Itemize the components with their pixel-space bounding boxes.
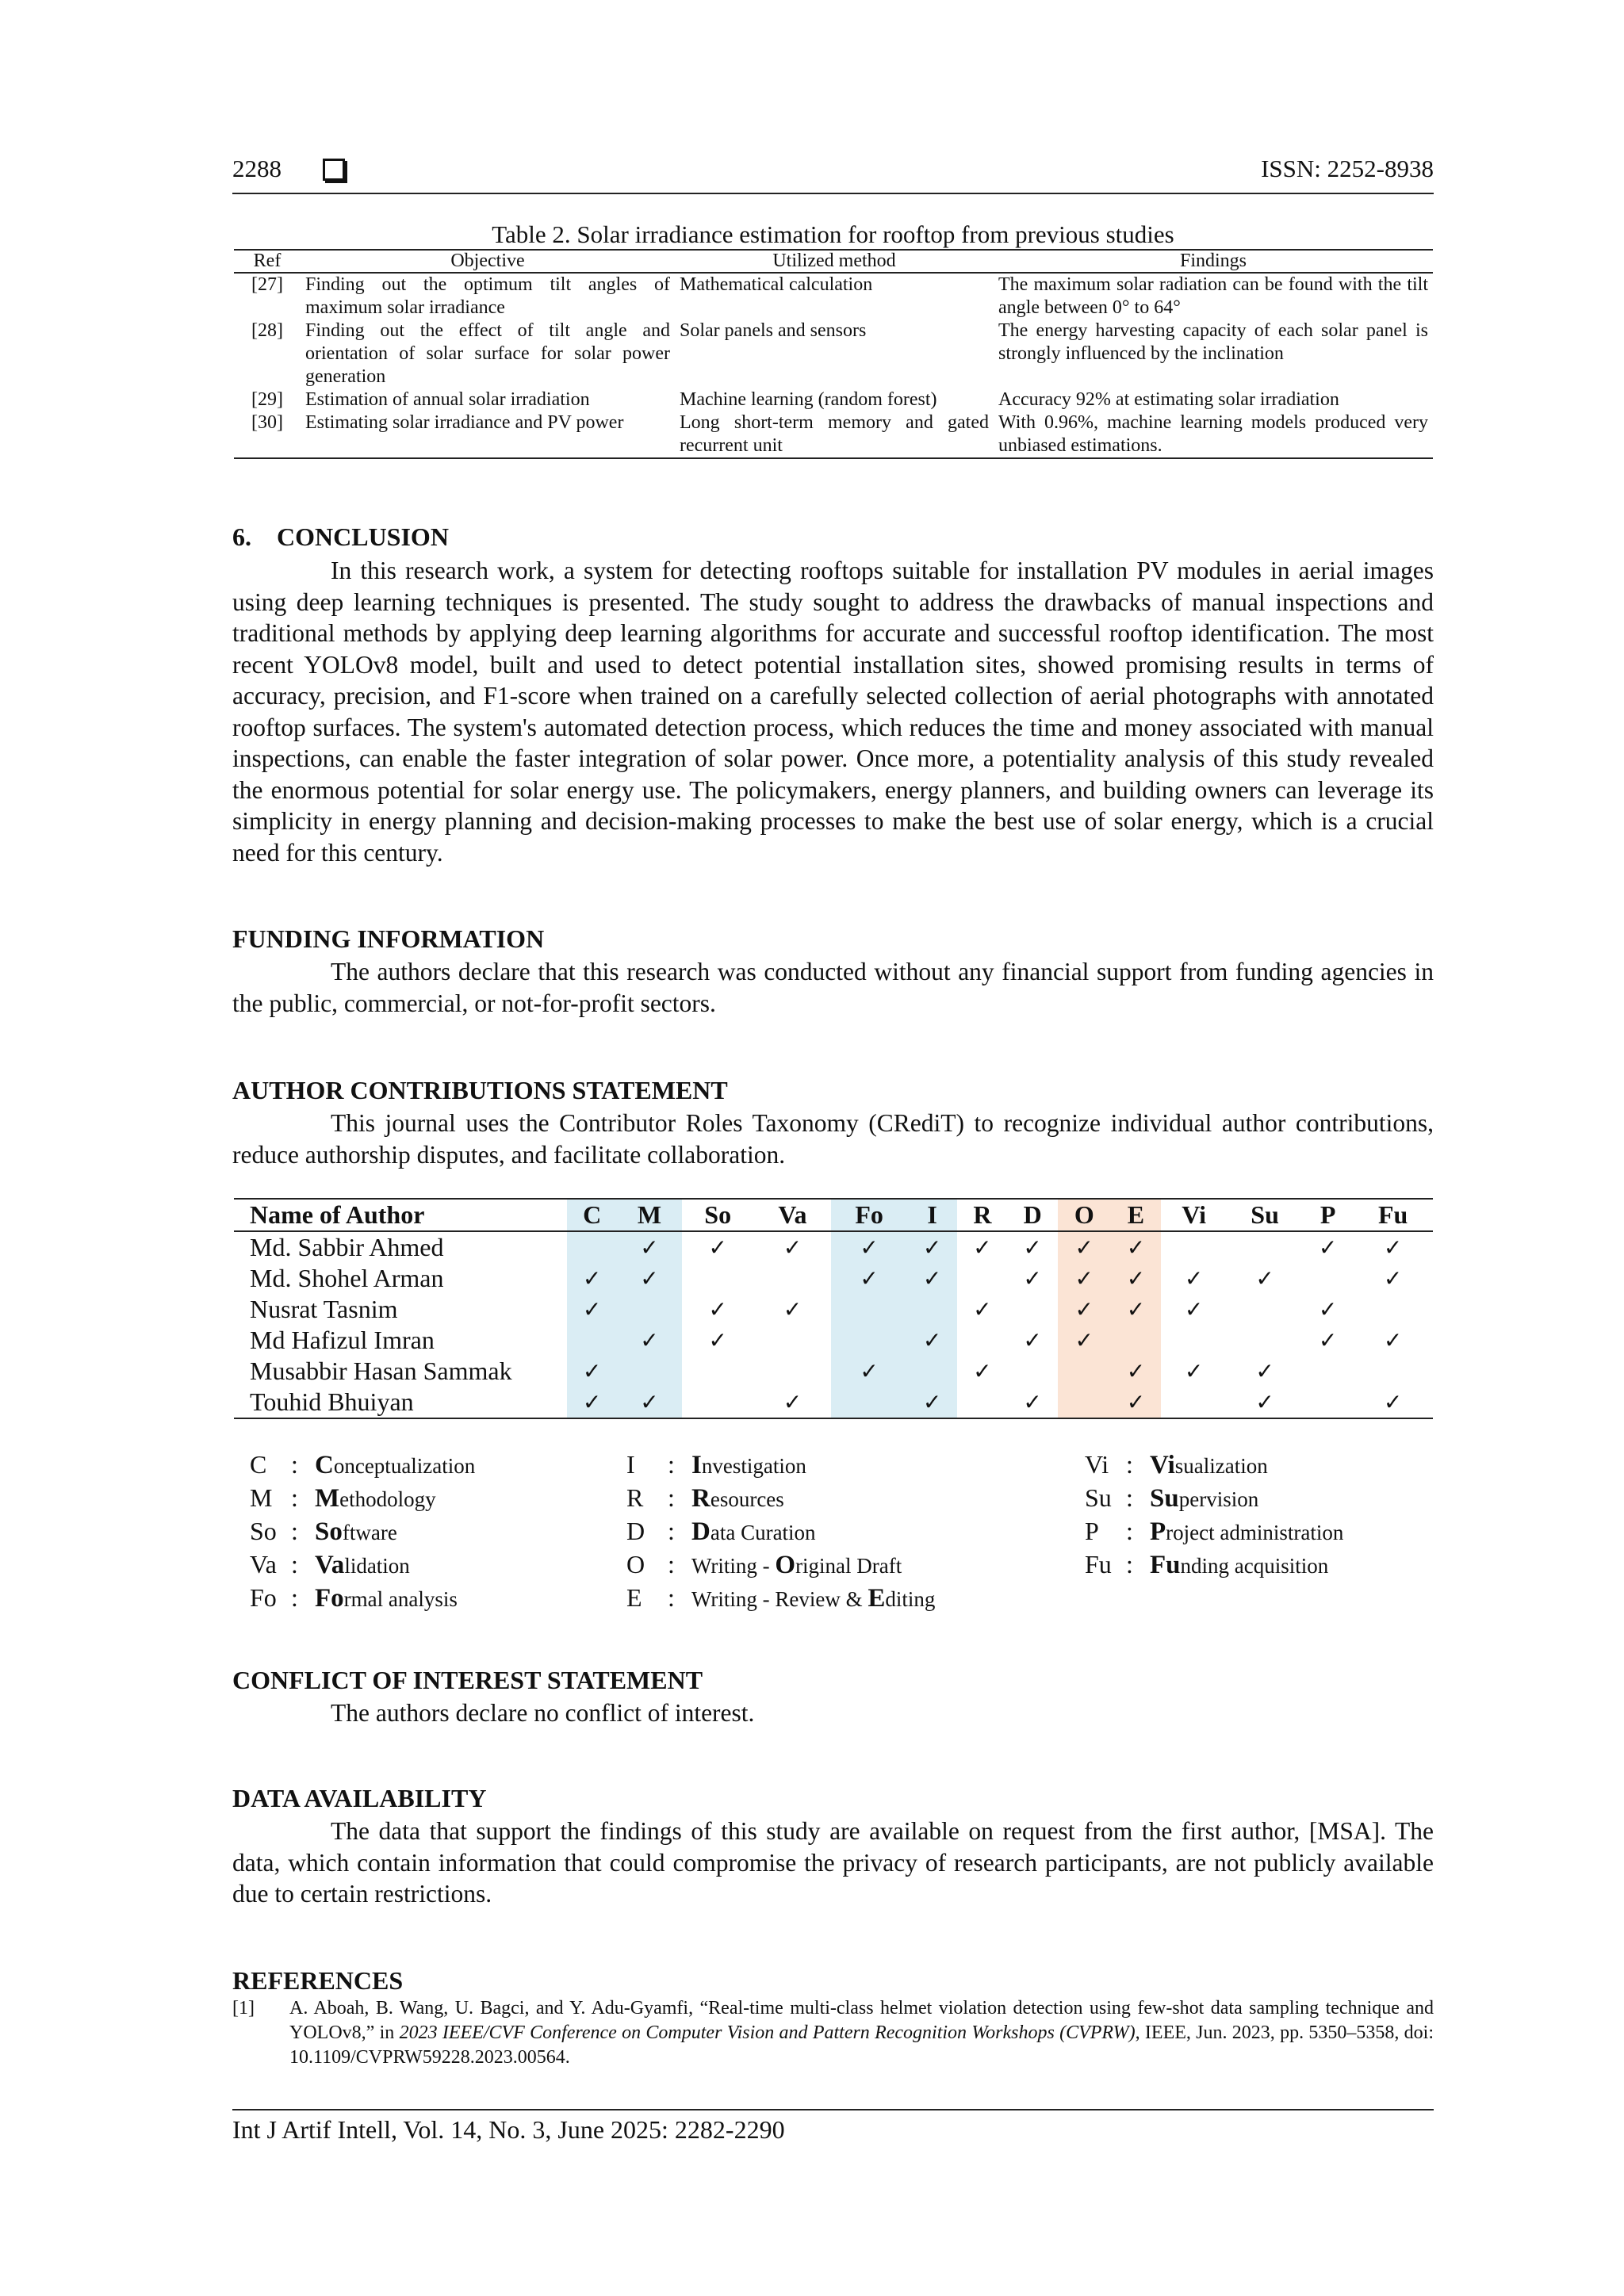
check-icon: ✓ — [973, 1358, 992, 1384]
legend-colon: : — [668, 1450, 675, 1479]
check-icon: ✓ — [1111, 1263, 1161, 1294]
check-icon: ✓ — [1111, 1231, 1161, 1263]
empty-cell — [1227, 1231, 1303, 1263]
empty-cell — [831, 1294, 907, 1325]
funding-text: The authors declare that this research was conducted without any financial support from funding agencies in the public, commercial, or not-for-profit sectors. — [232, 958, 1434, 1017]
check-icon: ✓ — [907, 1263, 957, 1294]
empty-cell — [907, 1294, 957, 1325]
legend-item — [626, 1482, 935, 1515]
legend-column — [250, 1448, 475, 1615]
check-icon: ✓ — [1058, 1231, 1111, 1263]
legend-item — [626, 1582, 935, 1615]
legend-colon: : — [1126, 1450, 1133, 1479]
legend-bold-letters: R — [691, 1484, 710, 1513]
table2-col-ref: Ref — [234, 250, 301, 273]
legend-colon: : — [291, 1483, 298, 1512]
check-icon: ✓ — [1058, 1294, 1111, 1325]
table2-header-row — [234, 250, 1433, 273]
empty-cell — [1161, 1231, 1227, 1263]
legend-column — [1085, 1448, 1343, 1582]
legend-abbreviation: Fo — [250, 1583, 277, 1612]
role-header: R — [957, 1199, 1007, 1231]
legend-abbreviation: R — [626, 1483, 644, 1512]
empty-cell — [957, 1263, 1007, 1294]
empty-cell — [957, 1325, 1007, 1356]
legend-colon: : — [291, 1517, 298, 1545]
author-name: Musabbir Hasan Sammak — [250, 1357, 512, 1385]
empty-cell — [1227, 1325, 1303, 1356]
check-icon: ✓ — [831, 1263, 907, 1294]
legend-rest: pervision — [1178, 1487, 1259, 1511]
legend-bold-letters: Fu — [1150, 1551, 1181, 1579]
legend-abbreviation: Su — [1085, 1483, 1112, 1512]
legend-abbreviation: P — [1085, 1517, 1099, 1545]
legend-bold-letters: C — [315, 1451, 334, 1479]
check-icon: ✓ — [973, 1234, 992, 1261]
author-name: Touhid Bhuiyan — [234, 1387, 567, 1418]
author-name: Md. Shohel Arman — [250, 1264, 444, 1292]
legend-abbreviation: Vi — [1085, 1450, 1109, 1479]
legend-bold-letters: M — [315, 1484, 340, 1513]
role-header: Su — [1227, 1199, 1303, 1231]
table2-cell-objective: Estimation of annual solar irradiation — [305, 389, 590, 410]
table2-col-objective: Objective — [301, 250, 675, 273]
empty-cell — [1303, 1263, 1353, 1294]
empty-cell — [754, 1356, 831, 1387]
table2-cell-findings: Accuracy 92% at estimating solar irradiation — [998, 389, 1339, 410]
check-icon: ✓ — [567, 1294, 617, 1325]
legend-rest: diting — [885, 1587, 936, 1611]
reference-number: [1] — [232, 1998, 255, 2019]
check-icon: ✓ — [1318, 1327, 1338, 1353]
empty-cell — [754, 1325, 831, 1356]
legend-bold-letters: P — [1150, 1517, 1166, 1546]
table2-cell-ref: [29] — [251, 389, 283, 410]
legend-bold-letters: So — [315, 1517, 343, 1546]
conflict-heading: CONFLICT OF INTEREST STATEMENT — [232, 1666, 703, 1694]
table-row — [234, 1294, 1433, 1325]
table-row — [234, 388, 1433, 411]
legend-bold-letters: Fo — [315, 1584, 344, 1613]
legend-bold-letters: D — [691, 1517, 710, 1546]
legend-item — [626, 1548, 935, 1582]
check-icon: ✓ — [1023, 1234, 1042, 1261]
empty-cell — [957, 1387, 1007, 1418]
data-availability-text: The data that support the findings of this study are available on request from the first author, [MSA]. The data, which contain information that could compromise the privacy of research participants, are not publicly available due to certain restrictions. — [232, 1817, 1434, 1908]
check-icon: ✓ — [1111, 1387, 1161, 1418]
role-header: M — [617, 1199, 681, 1231]
legend-colon: : — [668, 1550, 675, 1578]
legend-colon: : — [1126, 1550, 1133, 1578]
role-header: D — [1008, 1199, 1058, 1231]
conflict-text: The authors declare no conflict of interest. — [331, 1699, 755, 1727]
legend-bold-letters: Su — [1150, 1484, 1179, 1513]
legend-item — [1085, 1548, 1343, 1582]
role-header: Vi — [1161, 1199, 1227, 1231]
table2 — [234, 249, 1433, 459]
check-icon: ✓ — [1184, 1296, 1204, 1322]
table2-caption: Table 2. Solar irradiance estimation for rooftop from previous studies — [492, 220, 1174, 248]
empty-cell — [754, 1263, 831, 1294]
table2-cell-findings: The energy harvesting capacity of each solar panel is strongly influenced by the inclination — [998, 320, 1428, 364]
conclusion-text: In this research work, a system for detecting rooftops suitable for installation PV modules in aerial images using deep learning techniques is presented. The study sought to address the drawbacks of manual inspections and traditional methods by applying deep learning algorithms for accurate and successful rooftop identification. The most recent YOLOv8 model, built and used to detect potential installation sites, showed promising results in terms of accuracy, precision, and F1-score when trained on a carefully selected collection of aerial photographs with annotated rooftop surfaces. The system's automated detection process, which reduces the time and money associated with manual inspections, can enable the faster integration of solar power. Once more, a potentiality analysis of this study revealed the enormous potential for solar energy use. The policymakers, energy planners, and building owners can leverage its simplicity in energy planning and decision-making processes to make the best use of solar energy, which is a crucial need for this century. — [232, 557, 1434, 867]
legend-abbreviation: Fu — [1085, 1550, 1112, 1578]
author-name: Nusrat Tasnim — [250, 1295, 398, 1323]
table2-cell-objective: Finding out the optimum tilt angles of maximum solar irradiance — [305, 274, 670, 318]
check-icon: ✓ — [1318, 1234, 1338, 1261]
check-icon: ✓ — [907, 1231, 957, 1263]
legend-colon: : — [1126, 1483, 1133, 1512]
legend-colon: : — [1126, 1517, 1133, 1545]
table2-cell-ref: [30] — [234, 411, 301, 458]
legend-colon: : — [291, 1450, 298, 1479]
square-bullet-icon — [323, 159, 345, 181]
legend-bold-letters: O — [775, 1551, 796, 1579]
legend-item — [1085, 1482, 1343, 1515]
check-icon: ✓ — [567, 1356, 617, 1387]
check-icon: ✓ — [831, 1356, 907, 1387]
page-header — [232, 155, 1434, 194]
check-icon: ✓ — [1008, 1387, 1058, 1418]
author-name: Md. Sabbir Ahmed — [250, 1233, 444, 1261]
check-icon: ✓ — [567, 1387, 617, 1418]
conclusion-heading: 6. CONCLUSION — [232, 522, 449, 551]
legend-rest: ata Curation — [710, 1521, 816, 1544]
legend-rest: sualization — [1174, 1454, 1268, 1478]
check-icon: ✓ — [1255, 1358, 1274, 1384]
check-icon: ✓ — [1111, 1294, 1161, 1325]
author-name: Md Hafizul Imran — [250, 1326, 435, 1354]
role-header: Fo — [831, 1199, 907, 1231]
empty-cell — [567, 1325, 617, 1356]
table2-col-findings: Findings — [994, 250, 1433, 273]
check-icon: ✓ — [708, 1327, 727, 1353]
footer-rule — [232, 2109, 1434, 2110]
legend-abbreviation: M — [250, 1483, 273, 1512]
legend-abbreviation: Va — [250, 1550, 277, 1578]
references-heading: REFERENCES — [232, 1966, 404, 1995]
empty-cell — [617, 1294, 681, 1325]
legend-item — [250, 1548, 475, 1582]
legend-rest: riginal Draft — [795, 1554, 902, 1578]
legend-bold-letters: Vi — [1150, 1451, 1175, 1479]
check-icon: ✓ — [708, 1234, 727, 1261]
table2-cell-objective: Estimating solar irradiance and PV power — [301, 411, 675, 458]
check-icon: ✓ — [907, 1387, 957, 1418]
legend-rest: ethodology — [339, 1487, 436, 1511]
empty-cell — [1161, 1325, 1227, 1356]
table-row — [234, 1356, 1433, 1387]
empty-cell — [1303, 1356, 1353, 1387]
check-icon: ✓ — [617, 1263, 681, 1294]
table2-cell-method: Machine learning (random forest) — [680, 389, 937, 410]
legend-column — [626, 1448, 935, 1615]
role-header: O — [1058, 1199, 1111, 1231]
legend-prefix: Writing - — [691, 1554, 776, 1578]
legend-abbreviation: O — [626, 1550, 645, 1578]
empty-cell — [1227, 1294, 1303, 1325]
check-icon: ✓ — [1227, 1387, 1303, 1418]
check-icon: ✓ — [754, 1387, 831, 1418]
author-contributions-table — [234, 1198, 1433, 1419]
funding-heading: FUNDING INFORMATION — [232, 924, 545, 953]
check-icon: ✓ — [973, 1296, 992, 1322]
check-icon: ✓ — [1111, 1356, 1161, 1387]
page-number: 2288 — [232, 155, 282, 182]
role-header: P — [1303, 1199, 1353, 1231]
legend-abbreviation: E — [626, 1583, 642, 1612]
check-icon: ✓ — [1023, 1265, 1042, 1292]
legend-rest: roject administration — [1166, 1521, 1344, 1544]
legend-item — [250, 1515, 475, 1548]
empty-cell — [1111, 1325, 1161, 1356]
legend-bold-letters: I — [691, 1451, 702, 1479]
check-icon: ✓ — [1255, 1265, 1274, 1292]
legend-rest: rmal analysis — [343, 1587, 458, 1611]
table-row — [234, 273, 1433, 320]
empty-cell — [1058, 1387, 1111, 1418]
legend-item — [626, 1515, 935, 1548]
check-icon: ✓ — [1383, 1265, 1403, 1292]
legend-rest: esources — [710, 1487, 784, 1511]
table-row — [234, 1325, 1433, 1356]
empty-cell — [1008, 1294, 1058, 1325]
issn: ISSN: 2252-8938 — [1261, 155, 1434, 182]
legend-abbreviation: So — [250, 1517, 277, 1545]
data-availability-heading: DATA AVAILABILITY — [232, 1784, 487, 1812]
check-icon: ✓ — [1058, 1263, 1111, 1294]
check-icon: ✓ — [1383, 1234, 1403, 1261]
table2-cell-ref: [28] — [251, 320, 283, 341]
legend-rest: onceptualization — [333, 1454, 476, 1478]
check-icon: ✓ — [708, 1296, 727, 1322]
empty-cell — [1161, 1387, 1227, 1418]
legend-bold-letters: Va — [315, 1551, 345, 1579]
role-header: C — [567, 1199, 617, 1231]
table2-cell-findings: The maximum solar radiation can be found with the tilt angle between 0° to 64° — [998, 274, 1428, 318]
legend-item — [250, 1582, 475, 1615]
legend-rest: nding acquisition — [1180, 1554, 1329, 1578]
check-icon: ✓ — [1383, 1327, 1403, 1353]
role-header: So — [682, 1199, 754, 1231]
check-icon: ✓ — [783, 1296, 802, 1322]
check-icon: ✓ — [907, 1325, 957, 1356]
legend-item — [250, 1448, 475, 1482]
table2-cell-ref: [27] — [251, 274, 283, 295]
empty-cell — [682, 1387, 754, 1418]
legend-rest: nvestigation — [701, 1454, 806, 1478]
check-icon: ✓ — [1058, 1325, 1111, 1356]
table2-cell-method: Solar panels and sensors — [680, 320, 867, 341]
check-icon: ✓ — [831, 1231, 907, 1263]
legend-colon: : — [668, 1583, 675, 1612]
legend-rest: ftware — [342, 1521, 397, 1544]
check-icon: ✓ — [1184, 1265, 1204, 1292]
legend-colon: : — [668, 1517, 675, 1545]
reference-item — [232, 1996, 1434, 2070]
role-header: E — [1111, 1199, 1161, 1231]
empty-cell — [1058, 1356, 1111, 1387]
check-icon: ✓ — [1318, 1296, 1338, 1322]
empty-cell — [1303, 1387, 1353, 1418]
empty-cell — [682, 1263, 754, 1294]
legend-bold-letters: E — [868, 1584, 886, 1613]
contributions-heading: AUTHOR CONTRIBUTIONS STATEMENT — [232, 1076, 728, 1104]
name-of-author-header: Name of Author — [234, 1199, 567, 1231]
reference-details: , IEEE, Jun. 2023, pp. 5350–5358, doi: 10.1109/CVPRW59228.2023.00564. — [289, 2022, 1434, 2068]
reference-text — [289, 1996, 1434, 2070]
check-icon: ✓ — [1353, 1387, 1433, 1418]
check-icon: ✓ — [1023, 1327, 1042, 1353]
reference-list — [232, 1996, 1434, 2070]
table2-cell-findings: With 0.96%, machine learning models produced very unbiased estimations. — [994, 411, 1433, 458]
role-header: I — [907, 1199, 957, 1231]
legend-rest: lidation — [344, 1554, 410, 1578]
table-row — [234, 1231, 1433, 1263]
reference-venue: 2023 IEEE/CVF Conference on Computer Vision and Pattern Recognition Workshops (CVPRW) — [399, 2022, 1136, 2043]
table2-cell-objective: Finding out the effect of tilt angle and orientation of solar surface for solar power generation — [305, 320, 670, 387]
check-icon: ✓ — [617, 1387, 681, 1418]
legend-abbreviation: D — [626, 1517, 645, 1545]
table-row — [234, 320, 1433, 388]
check-icon: ✓ — [617, 1325, 681, 1356]
empty-cell — [831, 1325, 907, 1356]
empty-cell — [567, 1231, 617, 1263]
check-icon: ✓ — [1184, 1358, 1204, 1384]
table-row — [234, 1263, 1433, 1294]
role-header: Fu — [1353, 1199, 1433, 1231]
empty-cell — [831, 1387, 907, 1418]
legend-colon: : — [291, 1550, 298, 1578]
footer-text: Int J Artif Intell, Vol. 14, No. 3, June 2025: 2282-2290 — [232, 2115, 785, 2144]
empty-cell — [682, 1356, 754, 1387]
legend-item — [1085, 1448, 1343, 1482]
empty-cell — [907, 1356, 957, 1387]
legend-item — [1085, 1515, 1343, 1548]
legend-abbreviation: C — [250, 1450, 267, 1479]
legend-item — [250, 1482, 475, 1515]
table-row — [234, 411, 1433, 458]
table2-cell-method: Long short-term memory and gated recurrent unit — [675, 411, 994, 458]
check-icon: ✓ — [567, 1263, 617, 1294]
legend-colon: : — [668, 1483, 675, 1512]
check-icon: ✓ — [617, 1231, 681, 1263]
contributions-header-row — [234, 1199, 1433, 1231]
legend-colon: : — [291, 1583, 298, 1612]
reference-authors-title: A. Aboah, B. Wang, U. Bagci, and Y. Adu-Gyamfi, “Real-time multi-class helmet violation detection using few-shot data sampling technique and YOLOv8,” in — [289, 1998, 1434, 2043]
empty-cell — [617, 1356, 681, 1387]
role-header: Va — [754, 1199, 831, 1231]
table-row — [234, 1387, 1433, 1418]
table2-cell-method: Mathematical calculation — [680, 274, 873, 295]
table2-col-method: Utilized method — [675, 250, 994, 273]
legend-abbreviation: I — [626, 1450, 635, 1479]
empty-cell — [1353, 1356, 1433, 1387]
empty-cell — [1008, 1356, 1058, 1387]
legend-item — [626, 1448, 935, 1482]
contributions-text: This journal uses the Contributor Roles Taxonomy (CRediT) to recognize individual author contributions, reduce authorship disputes, and facilitate collaboration. — [232, 1109, 1434, 1169]
legend-prefix: Writing - Review & — [691, 1587, 868, 1611]
empty-cell — [1353, 1294, 1433, 1325]
check-icon: ✓ — [783, 1234, 802, 1261]
